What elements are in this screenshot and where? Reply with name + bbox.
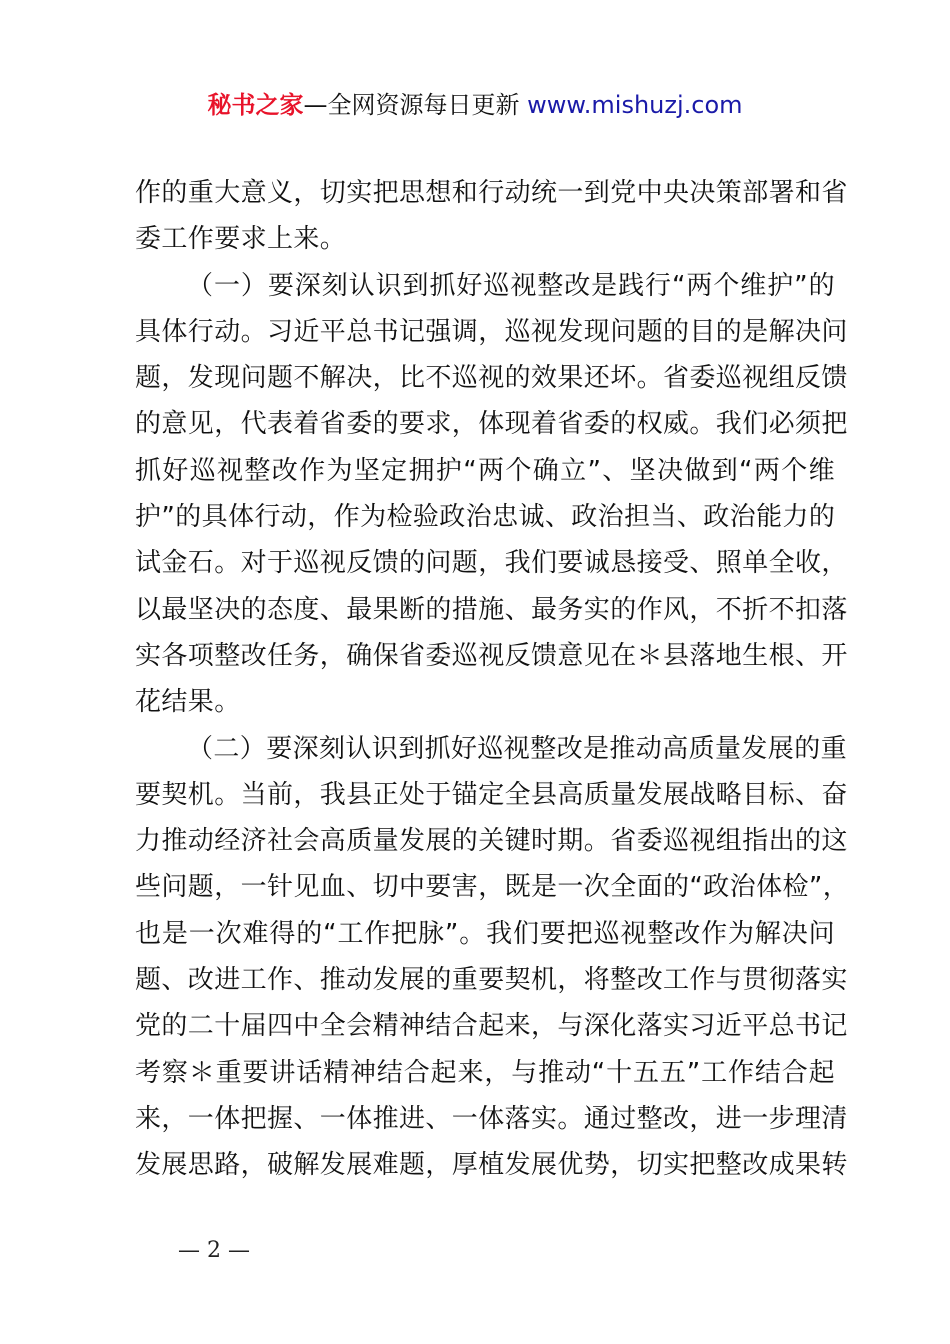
body-line: 具体行动。习近平总书记强调，巡视发现问题的目的是解决问 xyxy=(135,316,848,347)
body-line: 花结果。 xyxy=(135,687,241,718)
page-header xyxy=(0,88,950,122)
body-line: 些问题，一针见血、切中要害，既是一次全面的“政治体检”， xyxy=(135,872,850,903)
body-line: 力推动经济社会高质量发展的关键时期。省委巡视组指出的这 xyxy=(135,826,848,857)
body-line: （二）要深刻认识到抓好巡视整改是推动高质量发展的重 xyxy=(187,733,848,764)
page-number: — 2 — xyxy=(178,1238,250,1263)
body-line: 党的二十届四中全会精神结合起来，与深化落实习近平总书记 xyxy=(135,1011,848,1042)
document-body xyxy=(135,170,850,1189)
body-line: 考察＊重要讲话精神结合起来，与推动“十五五”工作结合起 xyxy=(135,1057,835,1088)
body-line: （一）要深刻认识到抓好巡视整改是践行“两个维护”的 xyxy=(187,270,835,301)
header-tagline: —全网资源每日更新 xyxy=(303,91,528,119)
header-url[interactable]: www.mishuzj.com xyxy=(527,91,743,119)
body-line: 的意见，代表着省委的要求，体现着省委的权威。我们必须把 xyxy=(135,409,848,440)
body-line: 抓好巡视整改作为坚定拥护“两个确立”、坚决做到“两个维 xyxy=(135,455,835,486)
body-line: 要契机。当前，我县正处于锚定全县高质量发展战略目标、奋 xyxy=(135,779,848,810)
body-line: 也是一次难得的“工作把脉”。我们要把巡视整改作为解决问 xyxy=(135,918,835,949)
brand-name: 秘书之家 xyxy=(207,91,304,119)
body-line: 试金石。对于巡视反馈的问题，我们要诚恳接受、照单全收， xyxy=(135,548,848,579)
body-line: 护”的具体行动，作为检验政治忠诚、政治担当、政治能力的 xyxy=(135,502,836,533)
body-line: 实各项整改任务，确保省委巡视反馈意见在＊县落地生根、开 xyxy=(135,640,848,671)
body-line: 来，一体把握、一体推进、一体落实。通过整改，进一步理清 xyxy=(135,1103,848,1134)
body-line: 作的重大意义，切实把思想和行动统一到党中央决策部署和省 xyxy=(135,178,848,208)
body-line: 以最坚决的态度、最果断的措施、最务实的作风，不折不扣落 xyxy=(135,594,848,625)
body-line: 委工作要求上来。 xyxy=(135,224,347,255)
body-line: 题、改进工作、推动发展的重要契机，将整改工作与贯彻落实 xyxy=(135,965,848,996)
body-line: 题，发现问题不解决，比不巡视的效果还坏。省委巡视组反馈 xyxy=(135,363,848,394)
body-line: 发展思路，破解发展难题，厚植发展优势，切实把整改成果转 xyxy=(135,1150,848,1181)
